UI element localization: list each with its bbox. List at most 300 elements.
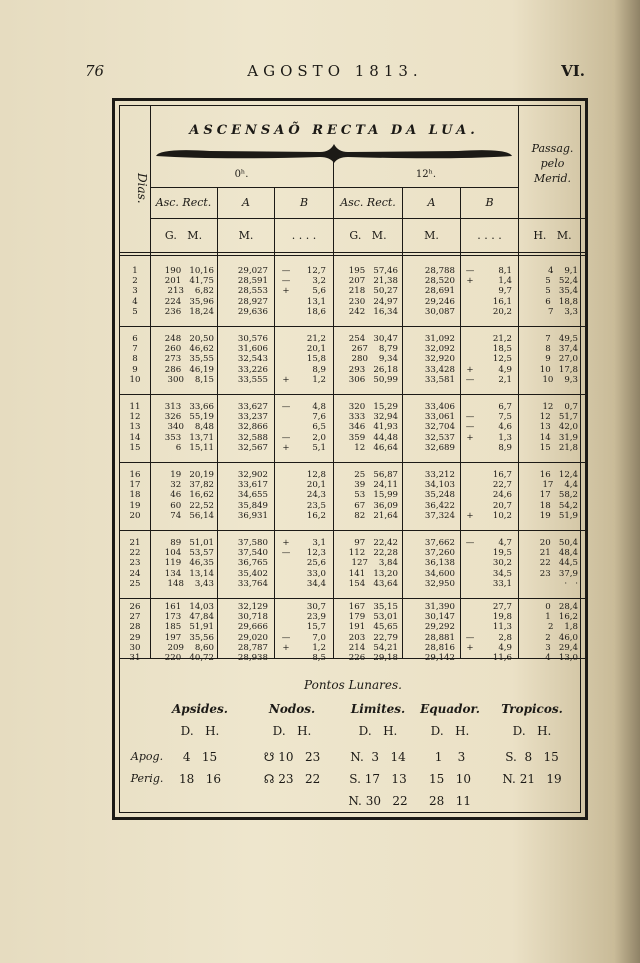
table-cell: 30,2 [492, 558, 512, 569]
b-12-values-group-6 [476, 602, 512, 663]
unit-gm-0: G. M. [164, 229, 203, 242]
table-cell: 24 [129, 568, 141, 579]
a-12-values-group-4 [403, 470, 455, 521]
apog-label: Apog. [130, 750, 164, 763]
hour-12-header: 12ʰ. [415, 169, 437, 180]
b-0-values-group-3 [292, 402, 326, 453]
table-cell: 197 35,56 [164, 632, 214, 643]
day-numbers-group-2 [120, 334, 150, 385]
a-12-values-group-2 [403, 334, 455, 385]
table-cell [464, 344, 476, 354]
table-cell: 23,5 [306, 500, 326, 511]
unit-hm: H. M. [533, 229, 572, 242]
table-cell [280, 422, 292, 432]
table-cell: 29,142 [424, 652, 455, 663]
b-0-signs-group-5 [280, 538, 292, 589]
table-cell: 254 30,47 [348, 334, 398, 344]
asc-rect-12-values-group-6 [336, 602, 398, 663]
group-separator [120, 598, 586, 599]
table-cell: 1 [132, 266, 138, 276]
table-cell: 30 [129, 642, 141, 653]
table-title: ASCENSAÕ RECTA DA LUA. [189, 123, 479, 138]
table-cell: 346 41,93 [348, 422, 398, 433]
table-cell: 4 13,0 [545, 652, 578, 663]
table-cell: 21,2 [492, 334, 512, 344]
table-cell: 4 [132, 296, 138, 307]
table-cell [464, 443, 476, 453]
table-cell: 173 47,84 [164, 612, 214, 623]
table-cell: 30,718 [237, 612, 268, 623]
table-cell: 32,537 [424, 432, 455, 443]
table-cell: 82 21,64 [354, 510, 398, 521]
table-cell: 30,147 [424, 612, 455, 623]
table-cell: 30,7 [306, 602, 326, 612]
page-title: AGOSTO 1813. [247, 62, 423, 80]
table-cell: 22 44,5 [539, 558, 578, 569]
table-cell: 32,543 [237, 354, 268, 365]
unit-dots-12: . . . . [477, 229, 502, 242]
table-cell: 33,0 [306, 568, 326, 579]
table-cell: — [465, 266, 475, 276]
b-0-values-group-4 [292, 470, 326, 521]
dh-apsides: D. H. [180, 724, 220, 738]
table-cell: 33,627 [237, 402, 268, 412]
table-cell: 8,1 [498, 266, 512, 276]
dias-column-header: Dias. [135, 173, 149, 204]
unit-m-12: M. [424, 229, 439, 242]
brace-decoration [150, 142, 518, 164]
table-cell: 16 [129, 470, 141, 480]
table-cell: 16,1 [492, 296, 512, 307]
table-cell: 7,6 [312, 412, 326, 423]
table-cell: 7 3,3 [547, 306, 578, 317]
b-12-signs-group-1 [464, 266, 476, 317]
section-number: VI. [561, 62, 585, 80]
page-header [85, 62, 585, 88]
table-cell: + [466, 364, 474, 375]
apsides-header: Apsides. [172, 702, 228, 716]
table-cell: 16 12,4 [539, 470, 578, 480]
table-cell: 28 [129, 622, 141, 633]
table-cell: 10 [129, 374, 141, 385]
table-cell: 293 26,18 [348, 364, 398, 375]
table-cell: 13,1 [306, 296, 326, 307]
asc-rect-12-values-group-5 [336, 538, 398, 589]
b-0-signs-group-4 [280, 470, 292, 521]
table-cell: 34,5 [492, 568, 512, 579]
perig-limites: S. 17 13 [349, 772, 407, 786]
a-12-header: A [427, 196, 436, 209]
ascension-table [120, 106, 586, 663]
table-cell: — [281, 632, 291, 643]
table-cell: 29,027 [237, 266, 268, 276]
table-cell: 37,662 [424, 538, 455, 548]
table-cell: + [282, 442, 290, 453]
meridian-passage-values-group-2 [520, 334, 578, 385]
table-cell: 9 [132, 364, 138, 375]
table-cell: 2 [132, 276, 138, 287]
b-0-signs-group-6 [280, 602, 292, 663]
table-cell: 218 50,27 [348, 286, 398, 297]
table-cell [280, 344, 292, 354]
dh-nodos: D. H. [272, 724, 312, 738]
table-cell: 25 56,87 [354, 470, 398, 480]
asc-rect-0-values-group-5 [152, 538, 214, 589]
table-cell: 16,2 [306, 510, 326, 521]
b-0-values-group-2 [292, 334, 326, 385]
a-0-values-group-3 [218, 402, 268, 453]
table-cell: 33,617 [237, 480, 268, 491]
table-cell: 28,691 [424, 286, 455, 297]
unit-m-0: M. [238, 229, 254, 242]
table-cell [280, 470, 292, 480]
table-cell: 28,787 [237, 642, 268, 653]
dh-equador: D. H. [430, 724, 470, 738]
table-cell: 31,606 [237, 344, 268, 355]
table-cell: 30,576 [237, 334, 268, 344]
table-cell: 148 3,43 [167, 578, 214, 589]
table-inner-border [119, 105, 581, 813]
table-cell: 13 42,0 [539, 422, 578, 433]
table-cell: 141 13,20 [348, 568, 398, 579]
table-cell: + [466, 642, 474, 653]
table-cell [280, 612, 292, 622]
table-cell: 1,3 [498, 432, 512, 443]
table-cell: 36,422 [424, 500, 455, 511]
table-cell: 20 [129, 510, 141, 521]
table-cell: 32,092 [424, 344, 455, 355]
limites-header: Limites. [350, 702, 406, 716]
b-0-values-group-1 [292, 266, 326, 317]
table-cell: — [465, 538, 475, 548]
asc-rect-0-values-group-2 [152, 334, 214, 385]
table-cell: 19 20,19 [170, 470, 214, 480]
table-cell: 17 4,4 [542, 480, 578, 491]
apog-tropicos: S. 8 15 [505, 750, 559, 764]
table-cell: — [465, 422, 475, 433]
asc-rect-12-values-group-2 [336, 334, 398, 385]
table-cell: 29,292 [424, 622, 455, 633]
table-cell: 36,765 [237, 558, 268, 569]
meridian-passage-values-group-6 [520, 602, 578, 663]
table-cell [280, 354, 292, 364]
table-cell: 25,6 [306, 558, 326, 569]
table-cell: 18,6 [306, 306, 326, 317]
table-cell: 154 43,64 [348, 578, 398, 589]
table-cell [464, 622, 476, 632]
table-cell [280, 558, 292, 568]
table-cell: 34,655 [237, 490, 268, 501]
table-cell: 32,920 [424, 354, 455, 365]
table-cell: 4,9 [498, 364, 512, 375]
extra-limites: N. 30 22 [348, 794, 408, 808]
table-cell: 15,7 [306, 622, 326, 633]
table-cell: 6 15,11 [175, 442, 214, 453]
table-cell: 28,788 [424, 266, 455, 276]
table-cell: 236 18,24 [164, 306, 214, 317]
table-cell: 10 17,8 [539, 364, 578, 375]
table-cell: 12,7 [306, 266, 326, 276]
table-cell: 260 46,62 [164, 344, 214, 355]
table-cell: 32,689 [424, 442, 455, 453]
group-separator [120, 394, 586, 395]
table-cell: 33,061 [424, 412, 455, 423]
a-0-values-group-2 [218, 334, 268, 385]
table-cell: 25 [129, 578, 141, 589]
table-cell: 12 0,7 [542, 402, 578, 412]
b-12-values-group-2 [476, 334, 512, 385]
table-cell: 209 8,60 [167, 642, 214, 653]
table-cell: 313 33,66 [164, 402, 214, 412]
table-cell: 18,5 [492, 344, 512, 355]
table-cell [464, 602, 476, 612]
table-cell: 37,260 [424, 548, 455, 559]
table-cell: 2,1 [498, 374, 512, 385]
table-cell: 29,666 [237, 622, 268, 633]
table-cell [464, 579, 476, 589]
meridian-passage-values-group-4 [520, 470, 578, 521]
b-0-signs-group-2 [280, 334, 292, 385]
table-cell: 1,2 [312, 374, 326, 385]
unit-dots-0: . . . . [291, 229, 317, 242]
table-cell [464, 612, 476, 622]
table-cell: 5,6 [312, 286, 326, 297]
table-cell [280, 480, 292, 490]
table-cell [464, 558, 476, 568]
table-cell: 20,7 [492, 500, 512, 511]
table-cell: 27 [129, 612, 141, 623]
table-cell: 17 [129, 480, 141, 491]
table-cell: — [281, 276, 291, 287]
day-numbers-group-6 [120, 602, 150, 663]
table-cell [280, 569, 292, 579]
table-cell: 127 3,84 [351, 558, 398, 569]
table-cell [464, 470, 476, 480]
table-cell: 39 24,11 [354, 480, 398, 491]
a-0-values-group-1 [218, 266, 268, 317]
table-cell: · · [564, 578, 578, 589]
table-cell: 30,087 [424, 306, 455, 317]
table-cell: 15,8 [306, 354, 326, 365]
page-number: 76 [85, 62, 105, 80]
b-12-signs-group-4 [464, 470, 476, 521]
table-cell [280, 622, 292, 632]
table-cell: 33,428 [424, 364, 455, 375]
table-cell: 22 [129, 548, 141, 559]
table-cell: 104 53,57 [164, 548, 214, 559]
table-cell: 17 58,2 [539, 490, 578, 501]
table-cell: 4,6 [498, 422, 512, 433]
group-separator [120, 326, 586, 327]
table-cell: 26 [129, 602, 141, 612]
b-12-values-group-3 [476, 402, 512, 453]
table-cell: 21 48,4 [539, 548, 578, 559]
table-cell: 12 46,64 [354, 442, 398, 453]
table-cell: 11,3 [492, 622, 512, 633]
table-cell: 22,7 [492, 480, 512, 491]
tropicos-header: Tropicos. [501, 702, 563, 716]
table-cell: 23,9 [306, 612, 326, 623]
lunar-title: Pontos Lunares. [304, 678, 402, 692]
table-cell: 10 9,3 [542, 374, 578, 385]
table-cell [464, 307, 476, 317]
table-cell: 4,9 [498, 642, 512, 653]
table-cell [280, 297, 292, 307]
table-cell: 19,8 [492, 612, 512, 623]
table-cell: 28,938 [237, 652, 268, 663]
table-cell: 24,3 [306, 490, 326, 501]
table-cell: 8 [132, 354, 138, 365]
table-cell: 230 24,97 [348, 296, 398, 307]
table-cell: 23 37,9 [539, 568, 578, 579]
table-cell: 280 9,34 [351, 354, 398, 365]
perig-label: Perig. [130, 772, 164, 785]
table-cell: 12 51,7 [539, 412, 578, 423]
table-cell: 67 36,09 [354, 500, 398, 511]
table-cell: 32,902 [237, 470, 268, 480]
table-cell: 2,8 [498, 632, 512, 643]
table-cell: 18 [129, 490, 141, 501]
table-cell: 167 35,15 [348, 602, 398, 612]
table-cell: 21 [129, 538, 141, 548]
table-cell: 8,5 [312, 652, 326, 663]
table-cell: 97 22,42 [354, 538, 398, 548]
table-cell: 4 9,1 [547, 266, 578, 276]
table-cell [280, 490, 292, 500]
table-cell: + [282, 286, 290, 297]
table-cell: 29,636 [237, 306, 268, 317]
table-cell: 3 29,4 [545, 642, 578, 653]
table-cell [280, 579, 292, 589]
table-cell: 326 55,19 [164, 412, 214, 423]
table-cell: — [281, 548, 291, 559]
table-cell: 33,1 [492, 578, 512, 589]
b-0-header: B [299, 196, 309, 209]
table-cell: + [282, 642, 290, 653]
meridian-passage-values-group-3 [520, 402, 578, 453]
table-cell: 13 [129, 422, 141, 433]
table-cell: 19 [129, 500, 141, 511]
table-cell: 12,8 [306, 470, 326, 480]
b-12-values-group-4 [476, 470, 512, 521]
table-cell: 119 46,35 [164, 558, 214, 569]
table-cell: 12,5 [492, 354, 512, 365]
a-12-values-group-3 [403, 402, 455, 453]
table-cell: 16,7 [492, 470, 512, 480]
table-cell: 37,324 [424, 510, 455, 521]
hour-0-header: 0ʰ. [234, 169, 249, 180]
table-cell [464, 480, 476, 490]
b-0-signs-group-3 [280, 402, 292, 453]
table-cell: 190 10,16 [164, 266, 214, 276]
table-cell: 7,5 [498, 412, 512, 423]
table-cell: 5 [132, 306, 138, 317]
table-cell: 6,5 [312, 422, 326, 433]
table-cell: 286 46,19 [164, 364, 214, 375]
table-cell: 8,9 [498, 442, 512, 453]
table-cell: 201 41,75 [164, 276, 214, 287]
a-0-header: A [242, 196, 250, 209]
table-cell: 33,237 [237, 412, 268, 423]
table-cell [280, 501, 292, 511]
table-cell: 37,540 [237, 548, 268, 559]
asc-rect-0-values-group-3 [152, 402, 214, 453]
table-cell: 46 16,62 [170, 490, 214, 501]
b-12-signs-group-6 [464, 602, 476, 663]
table-cell: 24,6 [492, 490, 512, 501]
meridian-passage-values-group-1 [520, 266, 578, 317]
table-cell: 35,849 [237, 500, 268, 511]
table-cell [464, 548, 476, 558]
table-cell: 32,129 [237, 602, 268, 612]
table-cell: 31,390 [424, 602, 455, 612]
perig-tropicos: N. 21 19 [502, 772, 562, 786]
table-cell: 15 21,8 [539, 442, 578, 453]
a-0-values-group-5 [218, 538, 268, 589]
perig-apsides: 18 16 [179, 772, 221, 786]
table-cell: — [465, 374, 475, 385]
table-cell: — [465, 412, 475, 423]
table-cell: 273 35,55 [164, 354, 214, 365]
table-cell: 2 1,8 [547, 622, 578, 633]
table-cell: + [466, 510, 474, 521]
table-cell: 5,1 [312, 442, 326, 453]
table-cell: 214 54,21 [348, 642, 398, 653]
table-cell: + [282, 538, 290, 548]
table-cell: — [281, 402, 291, 412]
table-cell [464, 354, 476, 364]
table-cell: 8 37,4 [545, 344, 578, 355]
table-cell: 34,600 [424, 568, 455, 579]
asc-rect-12-values-group-3 [336, 402, 398, 453]
table-cell: 20,1 [306, 480, 326, 491]
table-cell: 1,2 [312, 642, 326, 653]
table-cell: 33,226 [237, 364, 268, 375]
b-0-values-group-5 [292, 538, 326, 589]
table-cell: 33,406 [424, 402, 455, 412]
table-cell: 3,1 [312, 538, 326, 548]
table-cell: 2 46,0 [545, 632, 578, 643]
table-cell: 179 53,01 [348, 612, 398, 623]
table-cell: 32 37,82 [170, 480, 214, 491]
table-cell: 4,7 [498, 538, 512, 548]
table-cell: — [465, 632, 475, 643]
table-cell: + [466, 276, 474, 287]
table-cell: 359 44,48 [348, 432, 398, 443]
day-numbers-group-5 [120, 538, 150, 589]
table-cell: 15 [129, 442, 141, 453]
table-cell: 226 29,18 [348, 652, 398, 663]
perig-nodos: ☊ 23 22 [263, 772, 321, 786]
table-cell: 36,138 [424, 558, 455, 569]
table-cell: 19 51,9 [539, 510, 578, 521]
group-separator [120, 530, 586, 531]
table-cell: 60 22,52 [170, 500, 214, 511]
equador-header: Equador. [420, 702, 480, 716]
table-cell: 33,581 [424, 374, 455, 385]
table-cell: 248 20,50 [164, 334, 214, 344]
apog-apsides: 4 15 [182, 750, 218, 764]
table-cell: 320 15,29 [348, 402, 398, 412]
table-cell: 213 6,82 [167, 286, 214, 297]
table-cell: 3 [132, 286, 138, 297]
table-cell: 37,580 [237, 538, 268, 548]
table-cell: 11 [129, 402, 141, 412]
table-frame [112, 98, 588, 820]
b-12-values-group-5 [476, 538, 512, 589]
table-cell [280, 334, 292, 344]
table-cell: 12,3 [306, 548, 326, 559]
